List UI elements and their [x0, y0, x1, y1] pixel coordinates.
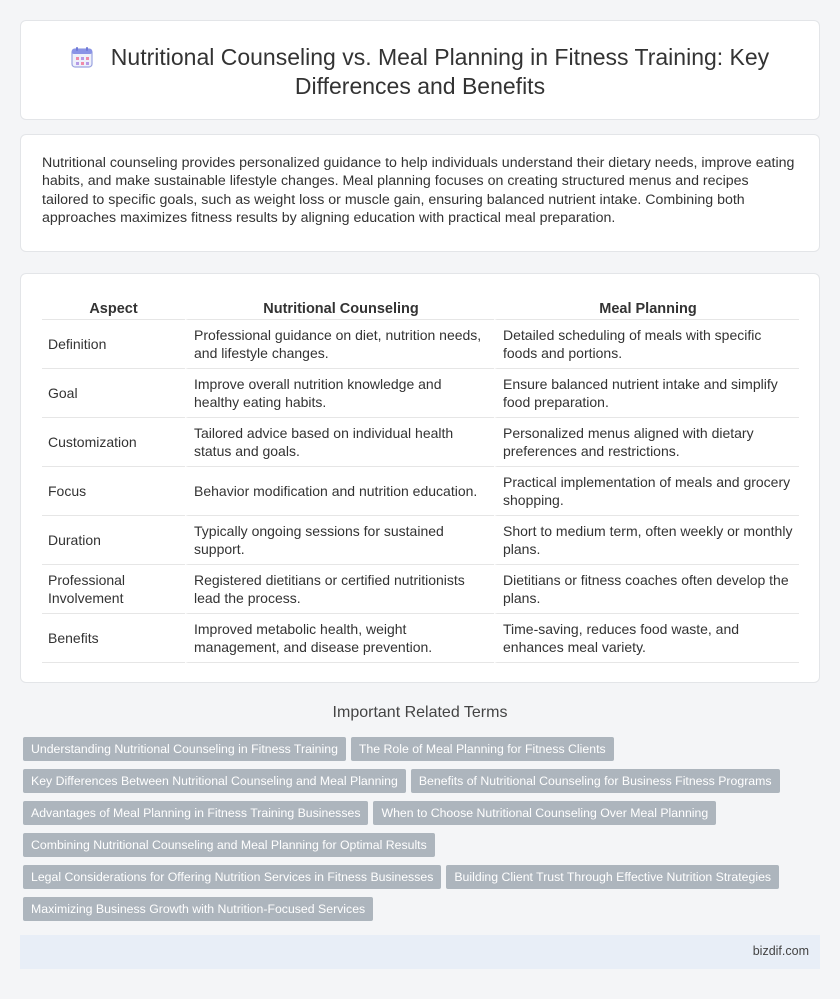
related-term-tag[interactable]: Key Differences Between Nutritional Counseling and Meal Planning	[23, 769, 406, 793]
meal-planning-cell: Dietitians or fitness coaches often develop the plans.	[494, 565, 799, 614]
aspect-cell: Benefits	[42, 614, 185, 663]
meal-planning-cell: Personalized menus aligned with dietary preferences and restrictions.	[494, 418, 799, 467]
calendar-icon	[71, 46, 93, 68]
meal-planning-cell: Practical implementation of meals and grocery shopping.	[494, 467, 799, 516]
aspect-cell: Definition	[42, 320, 185, 369]
page-title: Nutritional Counseling vs. Meal Planning in Fitness Training: Key Differences and Benefits	[110, 44, 770, 99]
tag-row	[23, 737, 803, 769]
table-row	[42, 418, 799, 467]
related-term-tag[interactable]: When to Choose Nutritional Counseling Over Meal Planning	[373, 801, 716, 825]
counseling-cell: Tailored advice based on individual health status and goals.	[185, 418, 494, 467]
related-term-tag[interactable]: Understanding Nutritional Counseling in Fitness Training	[23, 737, 346, 761]
related-terms-list	[23, 737, 803, 929]
table-row	[42, 320, 799, 369]
header-card	[20, 20, 820, 120]
comparison-card	[20, 273, 820, 683]
table-row	[42, 614, 799, 663]
related-term-tag[interactable]: Advantages of Meal Planning in Fitness Training Businesses	[23, 801, 368, 825]
related-term-tag[interactable]: Maximizing Business Growth with Nutrition-Focused Services	[23, 897, 373, 921]
intro-text: Nutritional counseling provides personalized guidance to help individuals understand their dietary needs, improve eating habits, and make sustainable lifestyle changes. Meal planning focuses on creating structured menus and recipes tailored to specific goals, such as weight loss or muscle gain, ensuring balanced nutrient intake. Combining both approaches maximizes fitness results by aligning education with practical meal preparation.	[42, 155, 795, 227]
counseling-cell: Professional guidance on diet, nutrition needs, and lifestyle changes.	[185, 320, 494, 369]
counseling-cell: Behavior modification and nutrition education.	[185, 467, 494, 516]
meal-planning-cell: Ensure balanced nutrient intake and simplify food preparation.	[494, 369, 799, 418]
table-row	[42, 565, 799, 614]
related-term-tag[interactable]: Legal Considerations for Offering Nutrition Services in Fitness Businesses	[23, 865, 441, 889]
related-term-tag[interactable]: The Role of Meal Planning for Fitness Clients	[351, 737, 614, 761]
intro-card	[20, 134, 820, 252]
footer	[20, 935, 820, 969]
table-row	[42, 467, 799, 516]
page-title-wrap	[61, 43, 779, 101]
comparison-table	[42, 294, 799, 663]
aspect-cell: Duration	[42, 516, 185, 565]
related-term-tag[interactable]: Building Client Trust Through Effective Nutrition Strategies	[446, 865, 779, 889]
related-term-tag[interactable]: Benefits of Nutritional Counseling for Business Fitness Programs	[411, 769, 780, 793]
table-row	[42, 369, 799, 418]
aspect-cell: Goal	[42, 369, 185, 418]
related-term-tag[interactable]: Combining Nutritional Counseling and Meal Planning for Optimal Results	[23, 833, 435, 857]
header-aspect: Aspect	[42, 294, 185, 320]
related-terms-title: Important Related Terms	[332, 704, 508, 721]
header-nutritional-counseling: Nutritional Counseling	[185, 294, 494, 320]
aspect-cell: Customization	[42, 418, 185, 467]
meal-planning-cell: Detailed scheduling of meals with specific foods and portions.	[494, 320, 799, 369]
header-meal-planning: Meal Planning	[494, 294, 799, 320]
meal-planning-cell: Short to medium term, often weekly or monthly plans.	[494, 516, 799, 565]
tag-row	[23, 865, 803, 897]
counseling-cell: Improved metabolic health, weight management, and disease prevention.	[185, 614, 494, 663]
table-row	[42, 516, 799, 565]
meal-planning-cell: Time-saving, reduces food waste, and enhances meal variety.	[494, 614, 799, 663]
tag-row	[23, 833, 803, 865]
tag-row	[23, 897, 803, 929]
tag-row	[23, 801, 803, 833]
tag-row	[23, 769, 803, 801]
table-header-row	[42, 294, 799, 320]
aspect-cell: Focus	[42, 467, 185, 516]
aspect-cell: Professional Involvement	[42, 565, 185, 614]
counseling-cell: Typically ongoing sessions for sustained support.	[185, 516, 494, 565]
counseling-cell: Registered dietitians or certified nutritionists lead the process.	[185, 565, 494, 614]
counseling-cell: Improve overall nutrition knowledge and healthy eating habits.	[185, 369, 494, 418]
footer-site-link[interactable]: bizdif.com	[752, 944, 809, 958]
